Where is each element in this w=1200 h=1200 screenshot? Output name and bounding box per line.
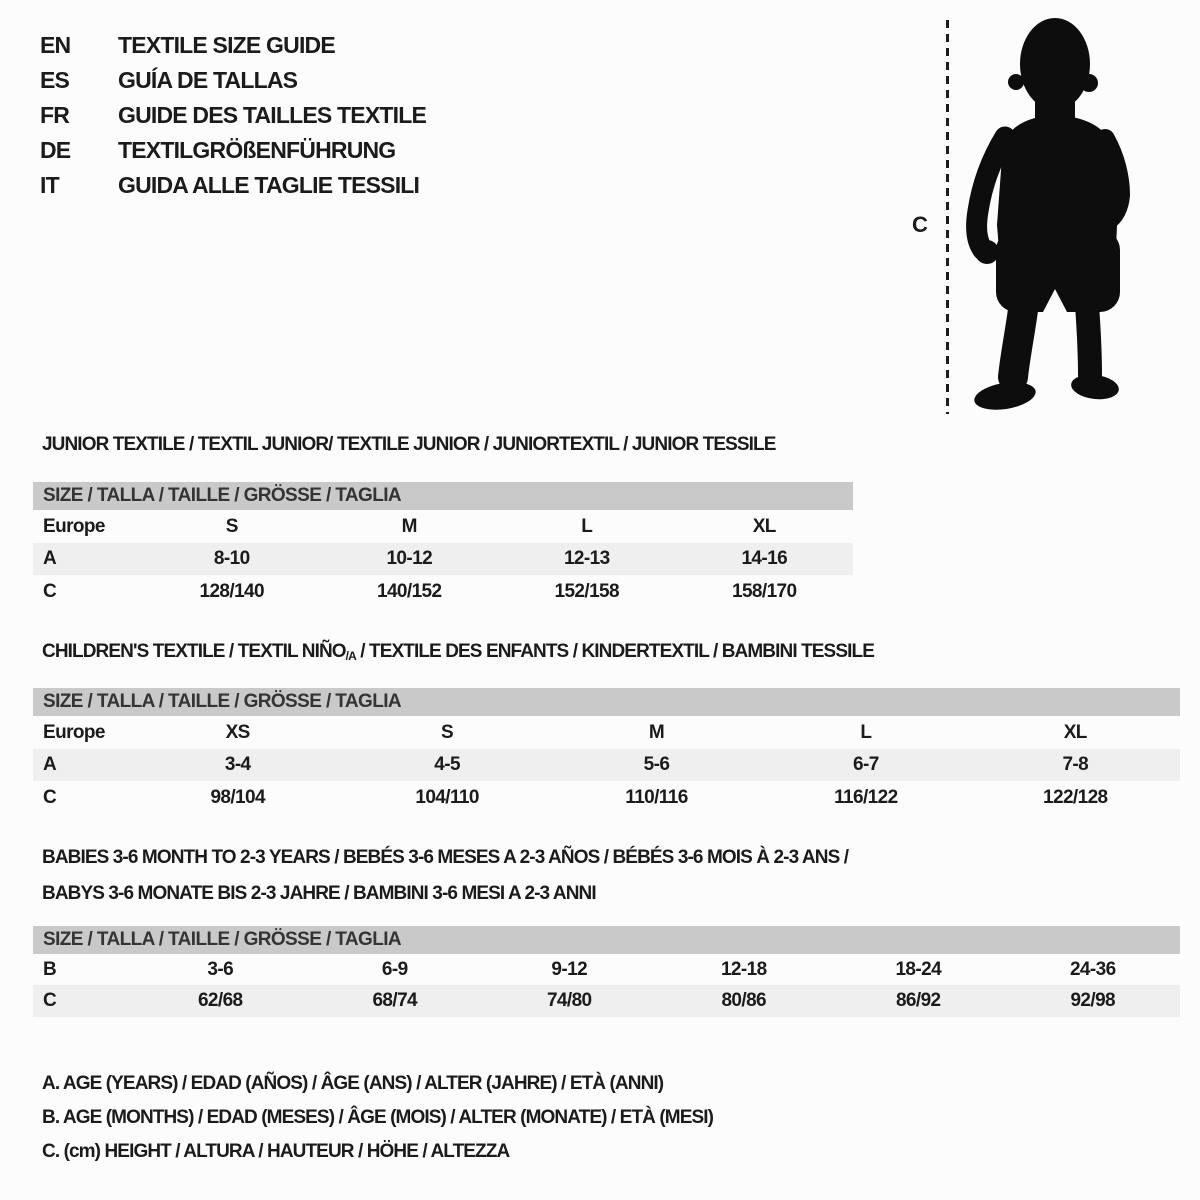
age-value-cell: 10-12: [321, 543, 499, 575]
junior-section-title: JUNIOR TEXTILE / TEXTIL JUNIOR/ TEXTILE JUNIOR / JUNIORTEXTIL / JUNIOR TESSILE: [42, 434, 776, 455]
language-title: TEXTILGRÖßENFÜHRUNG: [118, 137, 396, 163]
size-header-bar: SIZE / TALLA / TAILLE / GRÖSSE / TAGLIA: [33, 688, 1180, 716]
table-row-europe: [33, 510, 853, 543]
babies-section-title-line1: BABIES 3-6 MONTH TO 2-3 YEARS / BEBÉS 3-6 MESES A 2-3 AÑOS / BÉBÉS 3-6 MOIS À 2-3 ANS /: [42, 847, 849, 868]
row-label-cell: Europe: [43, 515, 105, 537]
language-row-es: [40, 63, 426, 98]
height-value-cell: 86/92: [831, 985, 1006, 1017]
language-code: ES: [40, 67, 70, 93]
language-title: GUIDE DES TAILLES TEXTILE: [118, 102, 426, 128]
row-label-cell: B: [43, 958, 57, 980]
table-row-europe: [33, 716, 1180, 749]
language-row-it: [40, 168, 426, 203]
children-section-title: [42, 641, 874, 667]
language-code: FR: [40, 102, 70, 128]
age-value-cell: 12-18: [720, 958, 767, 980]
size-value-cell: M: [401, 515, 417, 537]
table-row-height-cm: [33, 575, 853, 608]
children-size-table: [33, 688, 1180, 814]
size-value-cell: XL: [752, 515, 776, 537]
legend-age-years: A. AGE (YEARS) / EDAD (AÑOS) / ÂGE (ANS) / ALTER (JAHRE) / ETÀ (ANNI): [42, 1073, 664, 1094]
row-label-cell: Europe: [43, 721, 105, 743]
table-row-height-cm: [33, 781, 1180, 814]
language-code: EN: [40, 32, 71, 58]
language-title: GUÍA DE TALLAS: [118, 67, 298, 93]
age-value-cell: 8-10: [143, 543, 321, 575]
language-row-de: [40, 133, 426, 168]
height-measure-dashed-line: [946, 20, 949, 414]
age-value-cell: 18-24: [895, 958, 942, 980]
age-value-cell: 24-36: [1069, 958, 1116, 980]
height-value-cell: 74/80: [482, 985, 657, 1017]
measurement-legend: [42, 1072, 713, 1174]
babies-size-table: [33, 926, 1180, 1017]
height-value-cell: 152/158: [554, 580, 619, 602]
language-row-en: [40, 28, 426, 63]
age-value-cell: 6-7: [761, 749, 970, 781]
legend-age-months: B. AGE (MONTHS) / EDAD (MESES) / ÂGE (MOIS) / ALTER (MONATE) / ETÀ (MESI): [42, 1107, 714, 1128]
size-value-cell: XL: [1063, 721, 1087, 743]
height-value-cell: 140/152: [377, 580, 442, 602]
age-value-cell: 14-16: [676, 543, 854, 575]
size-value-cell: L: [860, 721, 872, 743]
children-title-main: CHILDREN'S TEXTILE / TEXTIL NIÑO: [42, 641, 346, 662]
row-label-cell: A: [33, 543, 143, 575]
size-value-cell: S: [225, 515, 238, 537]
age-value-cell: 12-13: [498, 543, 676, 575]
row-label-cell: C: [33, 985, 133, 1017]
size-header-bar: SIZE / TALLA / TAILLE / GRÖSSE / TAGLIA: [33, 482, 853, 510]
language-code: DE: [40, 137, 71, 163]
height-value-cell: 80/86: [657, 985, 832, 1017]
row-label-cell: C: [43, 786, 57, 808]
table-row-age-years: [33, 749, 1180, 781]
size-header-bar: SIZE / TALLA / TAILLE / GRÖSSE / TAGLIA: [33, 926, 1180, 954]
children-title-subscript: /A: [345, 649, 356, 663]
size-value-cell: L: [581, 515, 593, 537]
height-value-cell: 62/68: [133, 985, 308, 1017]
height-value-cell: 158/170: [732, 580, 797, 602]
height-value-cell: 110/116: [625, 786, 688, 808]
table-row-age-months: [33, 954, 1180, 985]
height-value-cell: 104/110: [415, 786, 479, 808]
babies-section-title-line2: BABYS 3-6 MONATE BIS 2-3 JAHRE / BAMBINI 3-6 MESI A 2-3 ANNI: [42, 883, 596, 904]
junior-size-table: [33, 482, 853, 608]
height-value-cell: 68/74: [308, 985, 483, 1017]
age-value-cell: 7-8: [971, 749, 1180, 781]
age-value-cell: 6-9: [381, 958, 408, 980]
height-value-cell: 92/98: [1006, 985, 1181, 1017]
height-value-cell: 98/104: [210, 786, 265, 808]
language-title: TEXTILE SIZE GUIDE: [118, 32, 335, 58]
height-value-cell: 122/128: [1043, 786, 1108, 808]
age-value-cell: 9-12: [551, 958, 588, 980]
row-label-cell: A: [33, 749, 133, 781]
table-row-age-years: [33, 543, 853, 575]
size-value-cell: S: [441, 721, 454, 743]
children-title-rest: / TEXTILE DES ENFANTS / KINDERTEXTIL / BAMBINI TESSILE: [355, 641, 874, 662]
age-value-cell: 5-6: [552, 749, 761, 781]
language-title-list: [40, 28, 426, 203]
height-value-cell: 116/122: [834, 786, 898, 808]
table-row-height-cm: [33, 985, 1180, 1017]
language-title: GUIDA ALLE TAGLIE TESSILI: [118, 172, 420, 198]
row-label-cell: C: [43, 580, 57, 602]
height-value-cell: 128/140: [199, 580, 264, 602]
age-value-cell: 3-6: [207, 958, 234, 980]
size-value-cell: M: [648, 721, 665, 743]
height-measure-label: C: [912, 212, 928, 237]
language-row-fr: [40, 98, 426, 133]
age-value-cell: 3-4: [133, 749, 342, 781]
language-code: IT: [40, 172, 59, 198]
age-value-cell: 4-5: [342, 749, 551, 781]
size-value-cell: XS: [225, 721, 250, 743]
legend-height-cm: C. (cm) HEIGHT / ALTURA / HAUTEUR / HÖHE / ALTEZZA: [42, 1141, 510, 1162]
toddler-silhouette-icon: [963, 15, 1138, 415]
